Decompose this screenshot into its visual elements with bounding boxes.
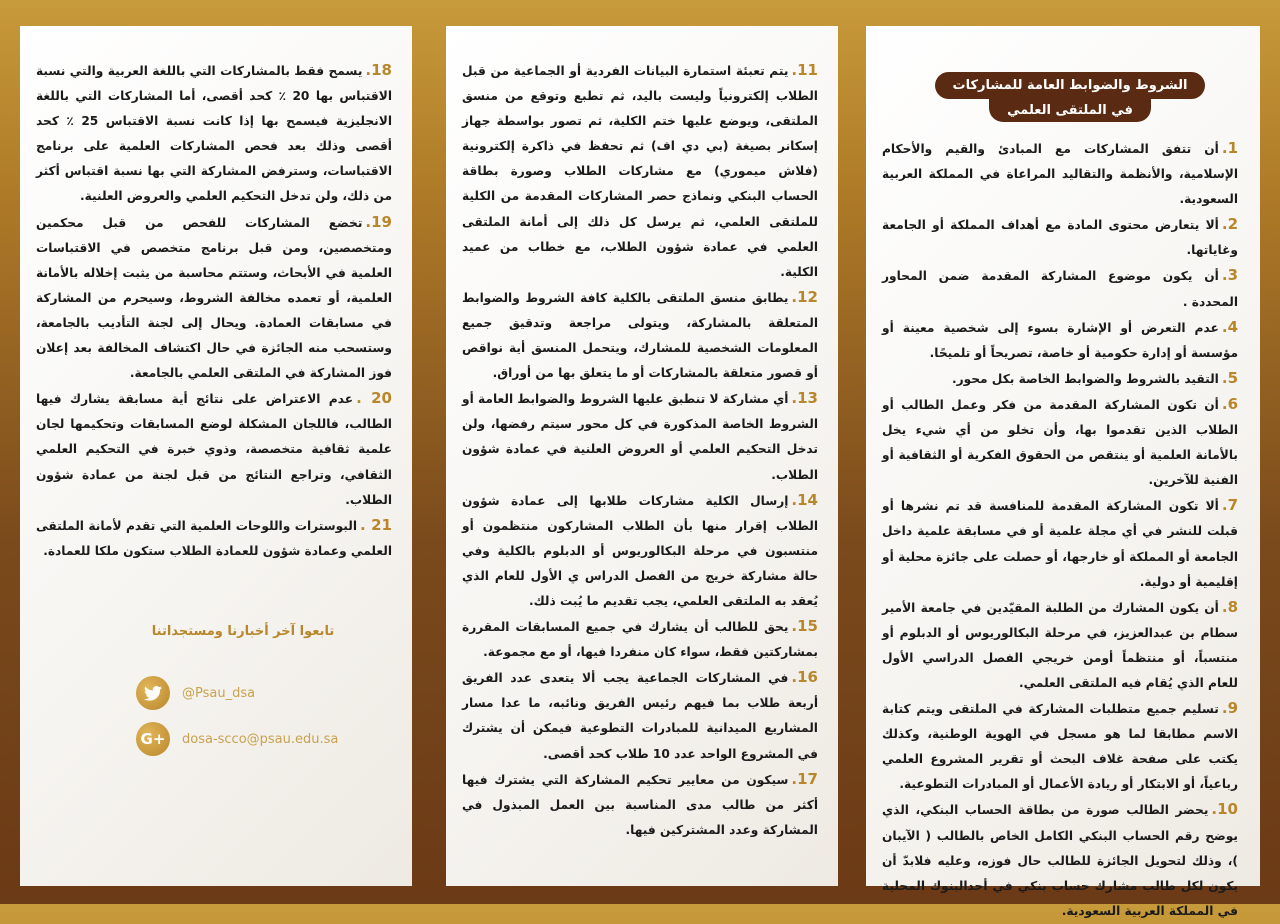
condition-text: يتم تعبئة استمارة البيانات الفردية أو الجماعية من قبل الطلاب إلكترونياً وليست باليد، ثم تطبع وتوقع من منسق الملتقى، ويوضع عليها ختم الكلية، ثم تصور بواسطة جهاز إسكانر بصيغة (بي دي اف) ثم تحفظ في ذاكرة إلكترونية (فلاش ميموري) مع مشاركات الطلاب وصورة بطاقة الحساب البنكي ونماذج حصر المشاركات المقدمة من الكلية للملتقى العلمي، ثم يرسل كل ذلك إلى أمانة الملتقى العلمي في عمادة شؤون الطلاب، مع خطاب من عميد الكلية. [462, 64, 818, 279]
condition-number: 7. [1221, 496, 1238, 515]
follow-us-text: تابعوا آخر أخبارنا ومستجداتنا [151, 624, 335, 639]
condition-item [462, 665, 818, 766]
twitter-bird-icon [136, 676, 170, 710]
condition-number: 6. [1221, 394, 1238, 413]
condition-number: 10. [1211, 800, 1238, 819]
condition-item [36, 210, 392, 387]
condition-item [462, 767, 818, 843]
condition-item [462, 488, 818, 614]
title-line-1: الشروط والضوابط العامة للمشاركات [935, 72, 1206, 99]
condition-text: أن تتفق المشاركات مع المبادئ والقيم والأحكام الإسلامية، والأنظمة والتقاليد المراعاة في المملكة العربية السعودية. [882, 142, 1238, 207]
right-panel [866, 26, 1260, 918]
condition-item [462, 614, 818, 665]
condition-number: 19. [365, 212, 392, 231]
condition-item [462, 285, 818, 386]
condition-text: ألا يتعارض محتوى المادة مع أهداف المملكة أو الجامعة وغاياتها. [882, 218, 1238, 258]
condition-text: يسمح فقط بالمشاركات التي باللغة العربية والتي نسبة الاقتباس بها 20 ٪ كحد أقصى، أما المشاركات التي باللغة الانجليزية فيسمح بها إذا كانت نسبة الاقتباس 25 ٪ كحد أقصى وذلك بعد فحص المشاركات العلمية على برنامج الاقتباسات، وسترفض المشاركة التي بها نسبة اقتباس أكثر من ذلك، ولن تدخل التحكيم العلمي والعروض العلنية. [36, 64, 392, 204]
panel-title [920, 72, 1220, 122]
condition-text: يطابق منسق الملتقى بالكلية كافة الشروط والضوابط المتعلقة بالمشاركة، ويتولى مراجعة وتدقيق جميع المعلومات الشخصية للمشارك، ويتحمل المنسق أية نواقص أو قصور متعلقة بالمشاركات أو ما يتعلق بها من أوراق. [462, 290, 818, 381]
condition-text: ألا تكون المشاركة المقدمة للمنافسة قد تم نشرها أو قبلت للنشر في أي مجلة علمية أو في مسابقة علمية داخل الجامعة أو المملكة أو خارجها، أو حصلت على جائزة محلية أو إقليمية أو دولية. [882, 499, 1238, 589]
condition-item [882, 392, 1238, 493]
condition-item [882, 493, 1238, 594]
middle-panel [446, 26, 838, 886]
google-plus-icon: G+ [136, 722, 170, 756]
condition-item [882, 212, 1238, 263]
condition-text: سيكون من معايير تحكيم المشاركة التي يشترك فيها أكثر من طالب مدى المناسبة بين العمل المبذول في المشاركة وعدد المشتركين فيها. [462, 772, 818, 837]
condition-number: 11. [791, 61, 818, 79]
condition-number: 14. [791, 490, 818, 509]
condition-text: تخضع المشاركات للفحص من قبل محكمين ومتخصصين، ومن قبل برنامج متخصص في الاقتباسات العلمية في الأبحاث، وستتم محاسبة من يثبت إخلاله بالأمانة العلمية، أو تعمده مخالفة الشروط، وسيحرم من المشاركة في مسابقات العمادة. ويحال إلى لجنة التأديب بالجامعة، وستسحب منه الجائزة في حال اكتشاف المخالفة بعد إعلان فوز المشاركة في الملتقى العلمي بالجامعة. [36, 215, 392, 381]
left-panel [20, 26, 412, 886]
condition-text: عدم التعرض أو الإشارة بسوء إلى شخصية معينة أو مؤسسة أو إدارة حكومية أو خاصة، تصريحاً أو تلميحًا. [882, 320, 1238, 360]
condition-text: عدم الاعتراض على نتائج أية مسابقة يشارك فيها الطالب، فاللجان المشكلة لوضع المسابقات وتحكيمها لجان علمية ثقافية متخصصة، وذوي خبرة في التحكيم العلمي الثقافي، وتراجع النتائج من قبل لجنة من عمادة شؤون الطلاب. [36, 392, 392, 507]
conditions-list-left [36, 58, 392, 564]
condition-item [462, 58, 818, 285]
condition-number: 3. [1221, 266, 1238, 285]
condition-number: 2. [1221, 215, 1238, 234]
conditions-list-right [882, 136, 1238, 924]
condition-number: 13. [791, 389, 818, 408]
condition-text: تسليم جميع متطلبات المشاركة في الملتقى ويتم كتابة الاسم مطابقا لما هو مسجل في الهوية الوطنية، وكذلك يكتب على صفحة غلاف البحث أو تقرير المشروع العلمي رباعياً، أو الابتكار أو ريادة الأعمال أو المبادرات التطوعية. [882, 702, 1238, 792]
condition-text: إرسال الكلية مشاركات طلابها إلى عمادة شؤون الطلاب إقرار منها بأن الطلاب المشاركون منتظمون أو منتسبون في مرحلة البكالوريوس أو الدبلوم بالكلية وفي حالة مشاركة خريج من الفصل الدراس ي الأول للعام الذي يُعقد به الملتقى العلمي، يجب تقديم ما يُبت ذلك. [462, 493, 818, 608]
condition-text: أن يكون المشارك من الطلبة المقيّدين في جامعة الأمير سطام بن عبدالعزيز، في مرحلة البكالوريوس أو الدبلوم أو منتسباً، أو منتظماً أومن خريجي الفصل الدراسي الأول للعام الذي يُقام فيه الملتقى العلمي. [882, 600, 1238, 690]
condition-item [882, 315, 1238, 366]
condition-item [882, 263, 1238, 314]
condition-number: 15. [791, 617, 818, 636]
condition-item [882, 696, 1238, 797]
condition-number: 21 . [360, 515, 392, 534]
condition-number: 20 . [356, 389, 392, 408]
condition-text: البوسترات واللوحات العلمية التي تقدم لأمانة الملتقى العلمي وعمادة شؤون للعمادة الطلاب ستكون ملكا للعمادة. [36, 518, 392, 558]
condition-text: أي مشاركة لا تنطبق عليها الشروط والضوابط العامة أو الشروط الخاصة المذكورة في كل محور سيتم رفضها، ولن تدخل التحكيم العلمي أو العروض العلنية في عمادة شؤون الطلاب. [462, 392, 818, 482]
condition-number: 12. [791, 287, 818, 306]
condition-item [462, 386, 818, 487]
condition-text: يحق للطالب أن يشارك في جميع المسابقات المقررة بمشاركتين فقط، سواء كان منفردا فيها، أو مع مجموعة. [462, 620, 818, 660]
condition-item [882, 136, 1238, 212]
condition-item [36, 513, 392, 564]
conditions-list-middle [462, 58, 818, 843]
condition-number: 8. [1221, 597, 1238, 616]
twitter-contact[interactable] [136, 676, 255, 710]
condition-item [882, 797, 1238, 923]
condition-number: 16. [791, 668, 818, 687]
condition-number: 5. [1221, 368, 1238, 387]
condition-text: التقيد بالشروط والضوابط الخاصة بكل محور. [951, 371, 1219, 386]
condition-number: 17. [791, 769, 818, 788]
twitter-handle[interactable]: @Psau_dsa [182, 685, 256, 701]
condition-item [882, 366, 1238, 392]
condition-item [36, 386, 392, 512]
condition-number: 1. [1221, 139, 1238, 157]
condition-item [36, 58, 392, 210]
condition-number: 4. [1221, 317, 1238, 336]
email-contact[interactable] [136, 722, 338, 756]
condition-text: أن تكون المشاركة المقدمة من فكر وعمل الطالب أو الطلاب الذين تقدموا بها، وأن تخلو من أي شيء يخل بالأمانة العلمية أو ينتقص من الحقوق الفكرية أو الثقافية أو الفنية للآخرين. [882, 397, 1238, 488]
condition-number: 9. [1221, 699, 1238, 718]
condition-number: 18. [365, 61, 392, 79]
condition-text: أن يكون موضوع المشاركة المقدمة ضمن المحاور المحددة . [882, 269, 1238, 309]
condition-text: في المشاركات الجماعية يجب ألا يتعدى عدد الفريق أربعة طلاب بما فيهم رئيس الفريق ونائبه، ما عدا مسار المشاريع الميدانية للمبادرات التطوعية فيمكن أن يشترك في المشروع الواحد عدد 10 طلاب كحد أقصى. [462, 671, 818, 761]
condition-item [882, 595, 1238, 696]
email-address[interactable]: dosa-scco@psau.edu.sa [182, 731, 339, 747]
title-line-2: في الملتقى العلمي [989, 99, 1151, 122]
condition-text: يحضر الطالب صورة من بطاقة الحساب البنكي، الذي يوضح رقم الحساب البنكي الكامل الخاص بالطالب ( الآيبان )، وذلك لتحويل الجائزة للطالب حال فوزه، وعليه فلابدّ أن يكون لكل طالب مشارك حساب بنكي في أحدالبنوك المحلية في المملكة العربية السعودية. [882, 803, 1238, 918]
